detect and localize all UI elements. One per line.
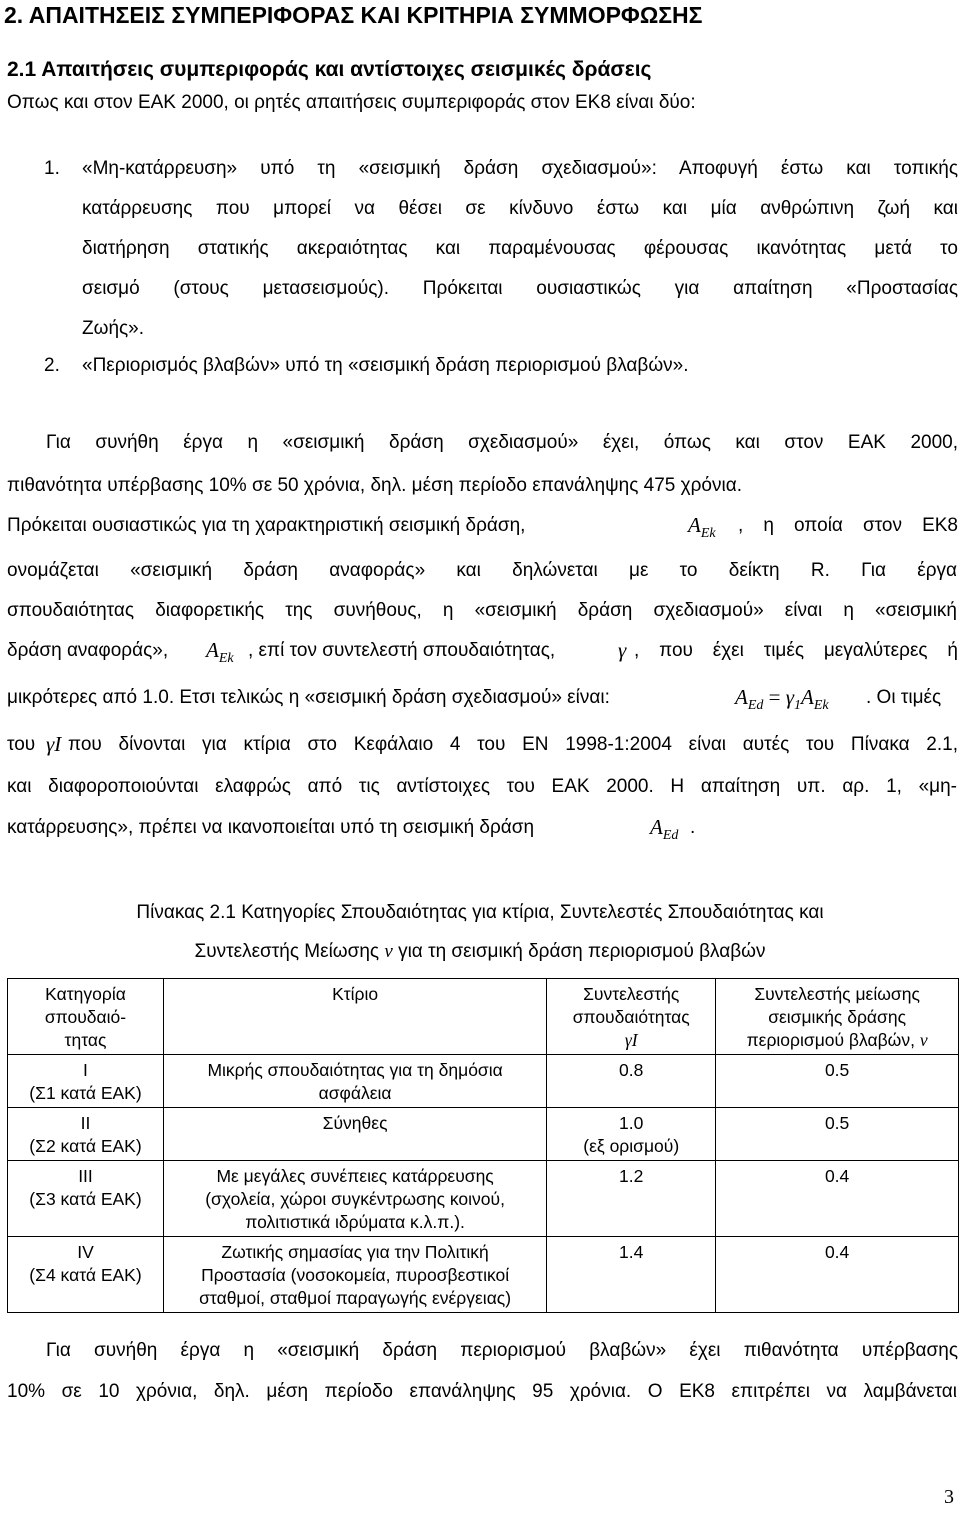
list-item-2: «Περιορισμός βλαβών» υπό τη «σεισμική δράση περιορισμού βλαβών». [82, 355, 689, 376]
paragraph-line: πιθανότητα υπέρβασης 10% σε 50 χρόνια, δηλ. μέση περίοδο επανάληψης 475 χρόνια. [7, 475, 742, 496]
paragraph-line: 10% σε 10 χρόνια, δηλ. μέση περίοδο επανάληψης 95 χρόνια. Ο ΕΚ8 επιτρέπει να λαμβάνεται [7, 1381, 957, 1402]
table-header-row [8, 979, 959, 1055]
math-gamma: γ [618, 638, 627, 662]
cell-category: I (Σ1 κατά ΕΑΚ) [8, 1055, 164, 1108]
cell-category: IV (Σ4 κατά ΕΑΚ) [8, 1237, 164, 1313]
paragraph-line: , η οποία στον ΕΚ8 [738, 515, 958, 536]
paragraph-line: και διαφοροποιούνται ελαφρώς από τις αντίστοιχες του ΕΑΚ 2000. Η απαίτηση υπ. αρ. 1, «μη- [7, 776, 957, 797]
cell-importance: 1.2 [547, 1161, 716, 1237]
page-number: 3 [944, 1486, 954, 1508]
math-equation: $A_{Ed} = \gamma_1A_{Ek}$ [735, 685, 829, 714]
header-category: Κατηγορία σπουδαιό- τητας [8, 979, 164, 1055]
paragraph-line: δράση αναφοράς», [7, 640, 169, 661]
cell-building: Ζωτικής σημασίας για την Πολιτική Προστασία (νοσοκομεία, πυροσβεστικοί σταθμοί, σταθμοί παραγωγής ενέργειας) [163, 1237, 546, 1313]
cell-category: II (Σ2 κατά ΕΑΚ) [8, 1108, 164, 1161]
paragraph-line: μικρότερες από 1.0. Ετσι τελικώς η «σεισμική δράση σχεδιασμού» είναι: [7, 687, 610, 708]
header-importance: Συντελεστής σπουδαιότητας γI [547, 979, 716, 1055]
paragraph-line: , επί τον συντελεστή σπουδαιότητας, [248, 640, 556, 661]
paragraph-line: . Οι τιμές [866, 687, 942, 708]
paragraph-line: του [7, 734, 36, 755]
header-building: Κτίριο [163, 979, 546, 1055]
cell-reduction: 0.4 [716, 1237, 959, 1313]
table-row [8, 1055, 959, 1108]
cell-importance: 1.0 (εξ ορισμού) [547, 1108, 716, 1161]
list-item-1-line: διατήρηση στατικής ακεραιότητας και παραμένουσας φέρουσας ικανότητας μετά το [82, 238, 958, 259]
cell-importance: 0.8 [547, 1055, 716, 1108]
math-gamma1: γI [46, 732, 62, 756]
table-row [8, 1108, 959, 1161]
list-item-1-line: «Μη-κατάρρευση» υπό τη «σεισμική δράση σχεδιασμού»: Αποφυγή έστω και τοπικής [82, 158, 958, 179]
paragraph-line: σπουδαιότητας διαφορετικής της συνήθους, η «σεισμική δράση σχεδιασμού» είναι η «σεισμική [7, 600, 957, 621]
paragraph-line: . [690, 817, 696, 838]
paragraph-line: ονομάζεται «σεισμική δράση αναφοράς» και δηλώνεται με το δείκτη R. Για έργα [7, 560, 957, 581]
subsection-heading: 2.1 Απαιτήσεις συμπεριφοράς και αντίστοιχες σεισμικές δράσεις [7, 58, 652, 81]
math-AEk: $A_{Ek}$ [688, 513, 716, 542]
table-caption-line: Πίνακας 2.1 Κατηγορίες Σπουδαιότητας για κτίρια, Συντελεστές Σπουδαιότητας και [136, 902, 824, 923]
list-number-1: 1. [44, 158, 60, 179]
nu-symbol: ν [384, 941, 393, 962]
paragraph-line: που δίνονται για κτίρια στο Κεφάλαιο 4 του ΕΝ 1998-1:2004 είναι αυτές του Πίνακα 2.1, [68, 734, 958, 755]
paragraph-line: Για συνήθη έργα η «σεισμική δράση σχεδιασμού» έχει, όπως και στον ΕΑΚ 2000, [46, 432, 958, 453]
cell-reduction: 0.5 [716, 1108, 959, 1161]
cell-building: Σύνηθες [163, 1108, 546, 1161]
table-row [8, 1237, 959, 1313]
cell-reduction: 0.4 [716, 1161, 959, 1237]
cell-importance: 1.4 [547, 1237, 716, 1313]
table-row [8, 1161, 959, 1237]
paragraph-line: Πρόκειται ουσιαστικώς για τη χαρακτηριστική σεισμική δράση, [7, 515, 526, 536]
paragraph-line: Για συνήθη έργα η «σεισμική δράση περιορισμού βλαβών» έχει πιθανότητα υπέρβασης [46, 1340, 958, 1361]
math-AEk: $A_{Ek}$ [206, 638, 234, 667]
list-item-1-line: Ζωής». [82, 318, 145, 339]
section-heading: 2. ΑΠΑΙΤΗΣΕΙΣ ΣΥΜΠΕΡΙΦΟΡΑΣ ΚΑΙ ΚΡΙΤΗΡΙΑ ΣΥΜΜΟΡΦΩΣΗΣ [4, 2, 703, 28]
list-number-2: 2. [44, 355, 60, 376]
header-reduction: Συντελεστής μείωσης σεισμικής δράσης περιορισμού βλαβών, ν [716, 979, 959, 1055]
paragraph-line: , που έχει τιμές μεγαλύτερες ή [634, 640, 958, 661]
list-item-1-line: κατάρρευσης που μπορεί να θέσει σε κίνδυνο έστω και μία ανθρώπινη ζωή και [82, 198, 958, 219]
table-caption-line: Συντελεστής Μείωσης ν για τη σεισμική δράση περιορισμού βλαβών [194, 941, 766, 962]
paragraph-line: κατάρρευσης», πρέπει να ικανοποιείται υπό τη σεισμική δράση [7, 817, 535, 838]
cell-category: III (Σ3 κατά ΕΑΚ) [8, 1161, 164, 1237]
intro-text: Οπως και στον ΕΑΚ 2000, οι ρητές απαιτήσεις συμπεριφοράς στον ΕΚ8 είναι δύο: [7, 92, 696, 113]
cell-building: Με μεγάλες συνέπειες κατάρρευσης (σχολεία, χώροι συγκέντρωσης κοινού, πολιτιστικά ιδρύματα κ.λ.π.). [163, 1161, 546, 1237]
cell-reduction: 0.5 [716, 1055, 959, 1108]
math-AEd: $A_{Ed}$ [650, 815, 679, 844]
cell-building: Μικρής σπουδαιότητας για τη δημόσια ασφάλεια [163, 1055, 546, 1108]
importance-table [7, 978, 959, 1313]
list-item-1-line: σεισμό (στους μετασεισμούς). Πρόκειται ουσιαστικώς για απαίτηση «Προστασίας [82, 278, 958, 299]
